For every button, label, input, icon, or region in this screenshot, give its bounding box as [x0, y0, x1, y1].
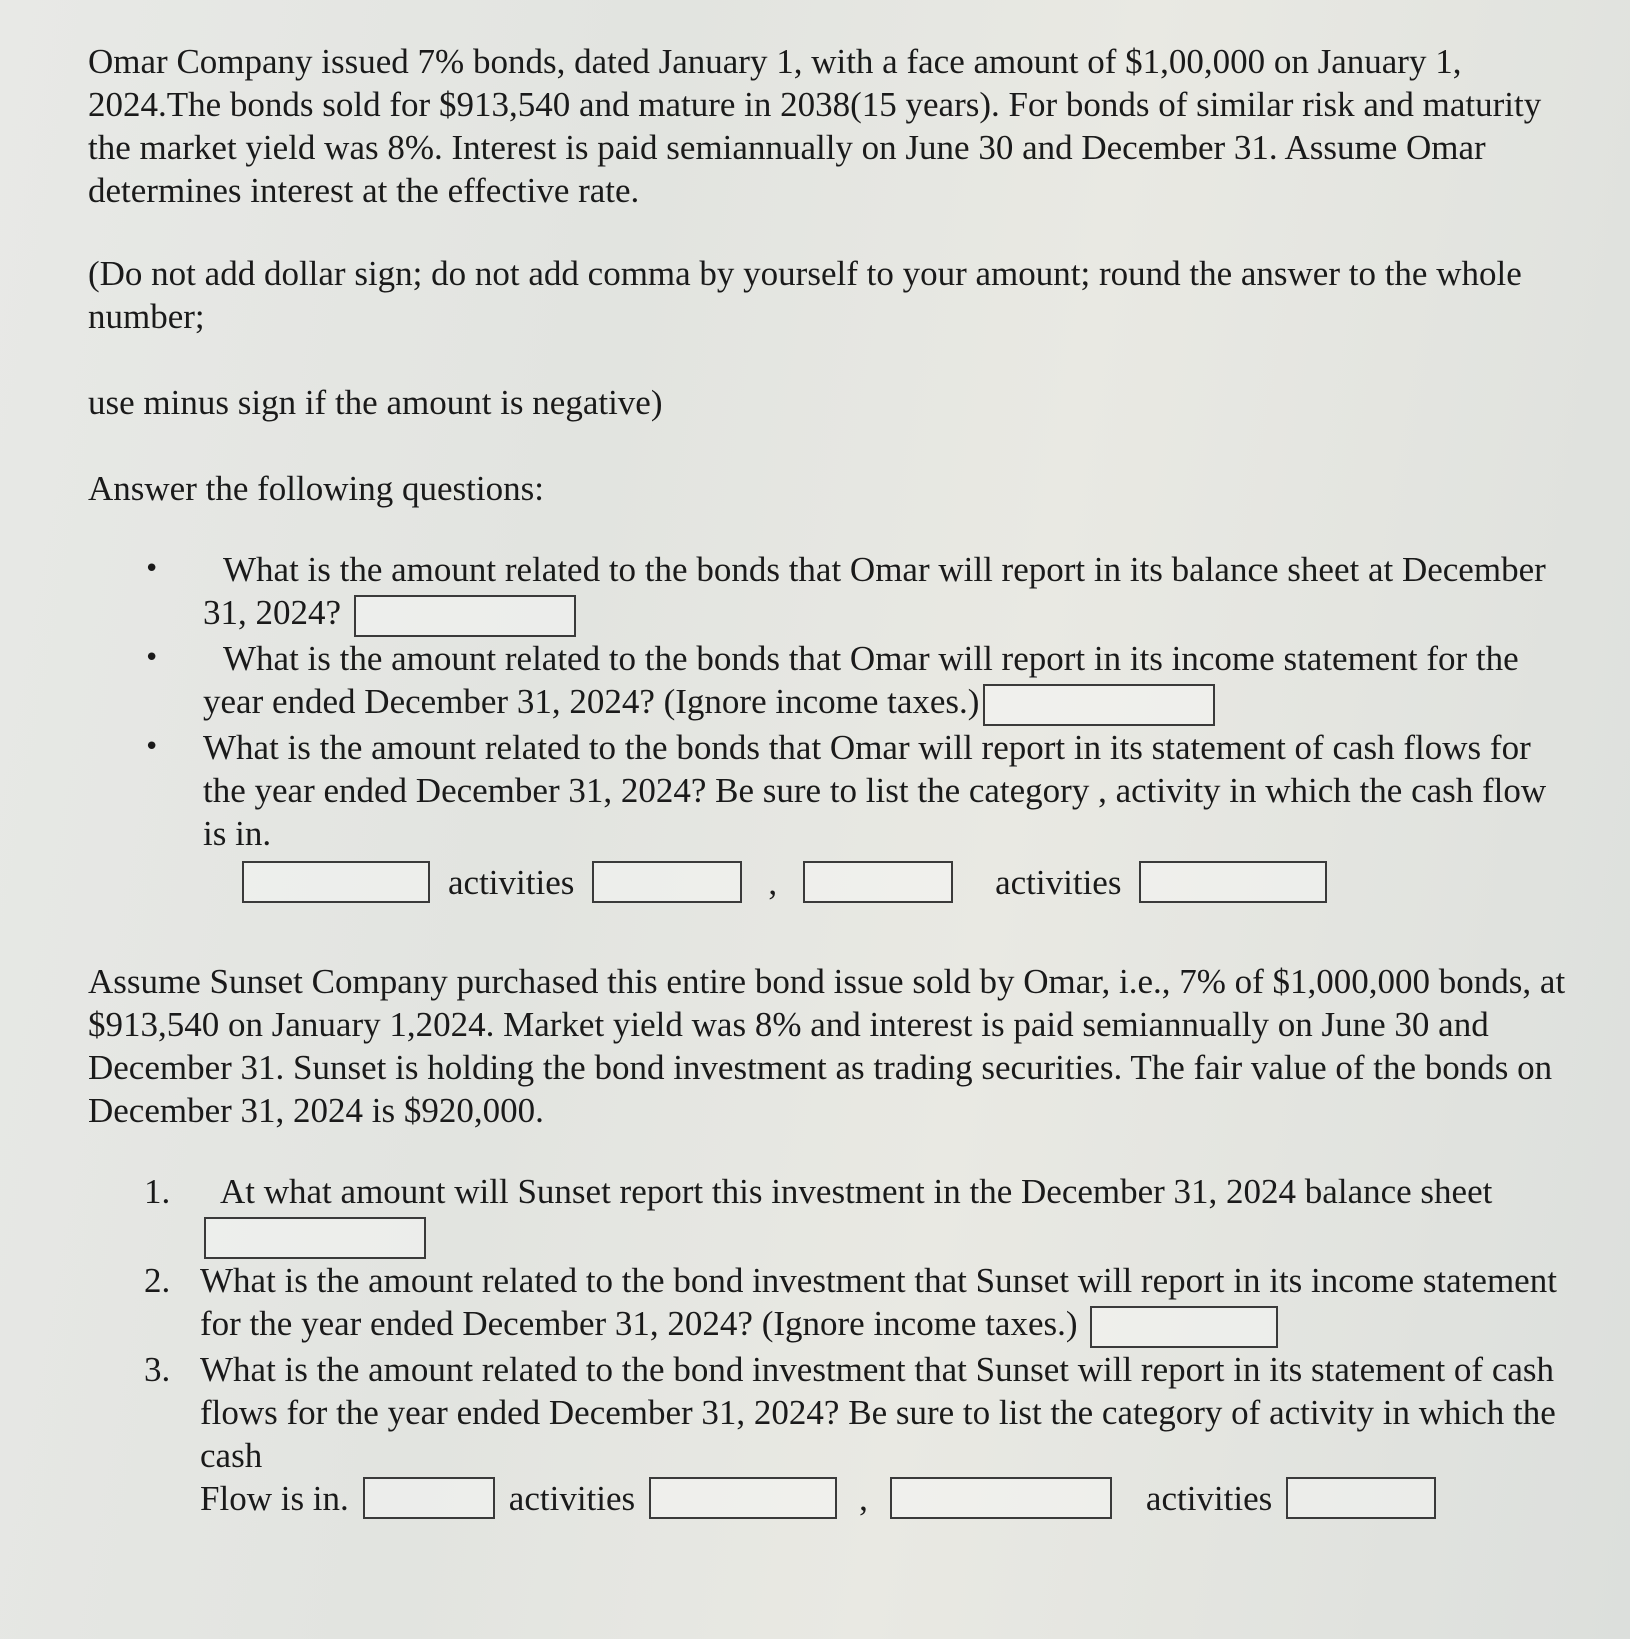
sunset-question-2-text: What is the amount related to the bond investment that Sunset will report in its income statement for the year ended December 31, 2024? (Ignore income taxes.)	[200, 1260, 1557, 1343]
omar-question-list	[88, 548, 1568, 855]
activities-label: activities	[508, 1478, 636, 1518]
comma-separator: ,	[768, 862, 778, 902]
answer-heading: Answer the following questions:	[88, 469, 544, 508]
instructions-note-negative: use minus sign if the amount is negative)	[88, 383, 663, 422]
sunset-cash-flow-amount-1-input[interactable]	[649, 1477, 837, 1519]
instructions-note: (Do not add dollar sign; do not add comma by yourself to your amount; round the answer to the whole number;	[88, 254, 1522, 336]
sunset-income-statement-answer-input[interactable]	[1090, 1306, 1278, 1348]
omar-cash-flow-category-2-input[interactable]	[803, 861, 953, 903]
question-page	[88, 40, 1568, 1520]
omar-question-3-text: What is the amount related to the bonds that Omar will report in its statement of cash flows for the year ended December 31, 2024? Be sure to list the category , activity in which the cash flow is in.	[203, 727, 1547, 853]
omar-income-statement-answer-input[interactable]	[983, 684, 1215, 726]
activities-label: activities	[448, 862, 575, 902]
sunset-cash-flow-category-1-input[interactable]	[363, 1477, 495, 1519]
sunset-cash-flow-amount-2-input[interactable]	[1286, 1477, 1436, 1519]
omar-question-2	[88, 637, 1568, 726]
comma-separator: ,	[859, 1478, 868, 1518]
question-number: 1.	[144, 1171, 171, 1211]
sunset-cash-flow-category-2-input[interactable]	[890, 1477, 1112, 1519]
omar-question-1	[88, 548, 1568, 637]
omar-question-1-text: What is the amount related to the bonds that Omar will report in its balance sheet at December 31, 2024?	[203, 550, 1546, 632]
sunset-balance-sheet-answer-input[interactable]	[204, 1217, 426, 1259]
sunset-question-3	[88, 1348, 1568, 1520]
omar-balance-sheet-answer-input[interactable]	[354, 595, 576, 637]
sunset-question-1-text: At what amount will Sunset report this investment in the December 31, 2024 balance sheet	[220, 1171, 1493, 1211]
question-number: 2.	[144, 1260, 171, 1300]
sunset-intro: Assume Sunset Company purchased this entire bond issue sold by Omar, i.e., 7% of $1,000,000 bonds, at $913,540 on January 1,2024. Market yield was 8% and interest is paid semiannually on June 30 and December 31. Sunset is holding the bond investment as trading securities. The fair value of the bonds on December 31, 2024 is $920,000.	[88, 961, 1566, 1130]
omar-question-2-text: What is the amount related to the bonds that Omar will report in its income statement for the year ended December 31, 2024? (Ignore income taxes.)	[203, 638, 1519, 721]
activities-label: activities	[1145, 1478, 1273, 1518]
sunset-question-2	[88, 1259, 1568, 1348]
omar-intro: Omar Company issued 7% bonds, dated January 1, with a face amount of $1,00,000 on January 1, 2024.The bonds sold for $913,540 and mature in 2038(15 years). For bonds of similar risk and maturity the market yield was 8%. Interest is paid semiannually on June 30 and December 31. Assume Omar determines interest at the effective rate.	[88, 42, 1542, 210]
question-number: 3.	[144, 1349, 171, 1389]
omar-question-3	[88, 726, 1568, 855]
sunset-question-list	[88, 1170, 1568, 1520]
omar-cash-flow-answer-row	[88, 861, 1568, 904]
sunset-question-1	[88, 1170, 1568, 1259]
sunset-cash-flow-answer-row	[200, 1477, 1568, 1520]
omar-cash-flow-category-1-input[interactable]	[242, 861, 430, 903]
omar-cash-flow-amount-1-input[interactable]	[592, 861, 742, 903]
activities-label: activities	[995, 862, 1122, 902]
sunset-question-3-flow-text: Flow is in.	[200, 1478, 349, 1518]
omar-cash-flow-amount-2-input[interactable]	[1139, 861, 1327, 903]
sunset-question-3-text: What is the amount related to the bond investment that Sunset will report in its statement of cash flows for the year ended December 31, 2024? Be sure to list the category of activity in which the cash	[200, 1349, 1556, 1475]
